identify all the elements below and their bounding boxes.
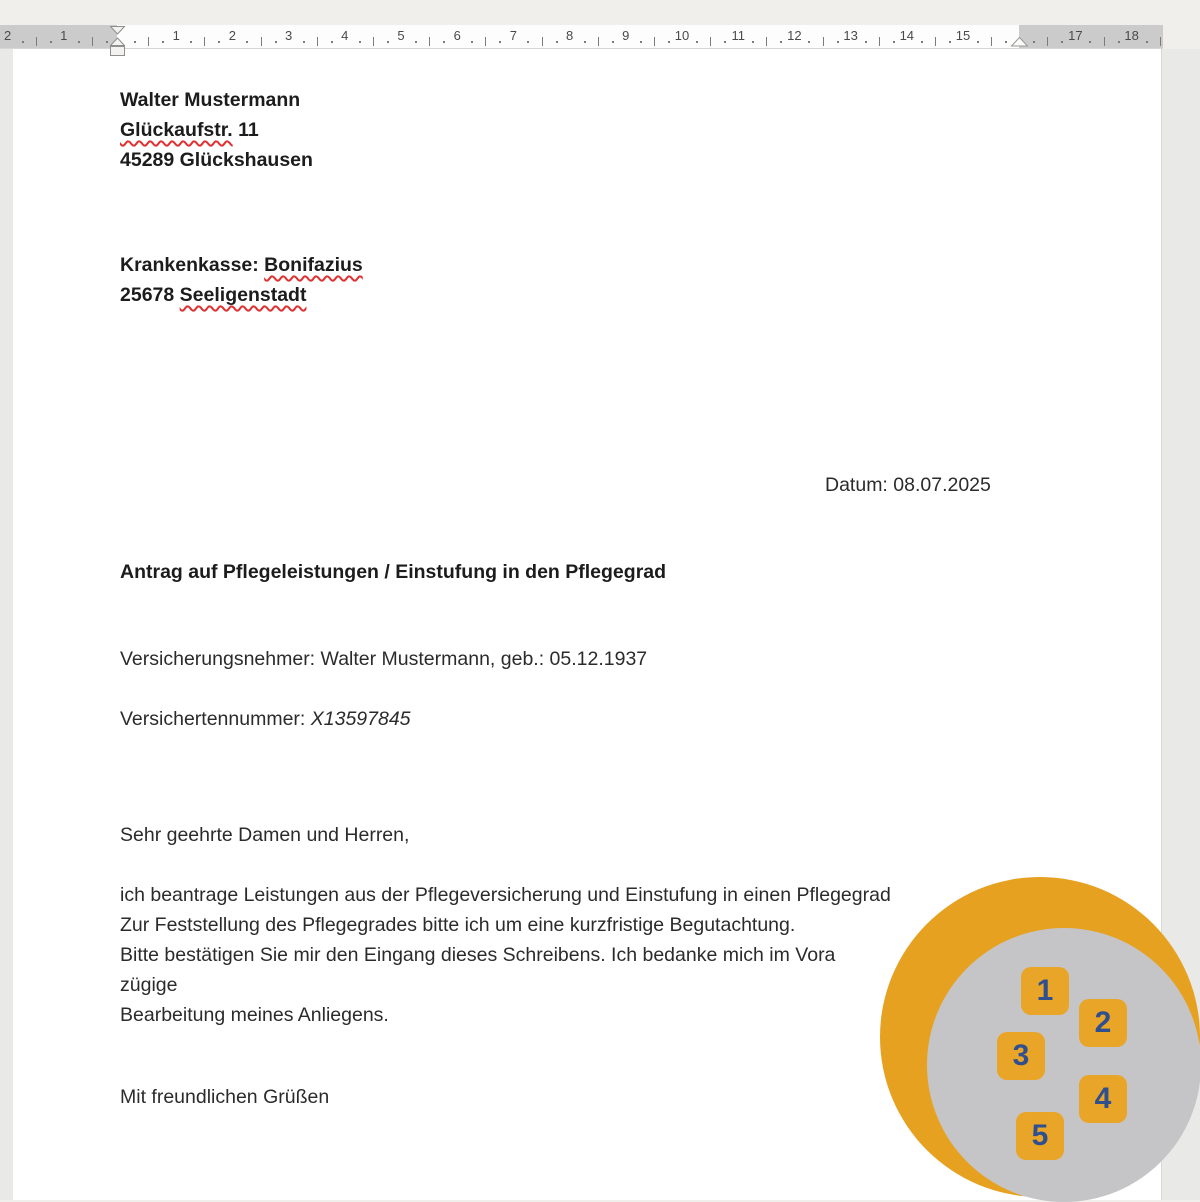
ruler-tick — [879, 37, 880, 46]
step-badge-5: 5 — [1016, 1112, 1064, 1160]
ruler-number: 3 — [284, 28, 293, 43]
ruler-number: 7 — [509, 28, 518, 43]
ruler-tick — [598, 37, 599, 46]
ruler-tick — [429, 37, 430, 46]
ruler-tick — [724, 41, 726, 43]
ruler-tick — [1104, 37, 1105, 46]
ruler-tick — [162, 41, 164, 43]
sender-address: Walter Mustermann Glückaufstr. 11 45289 Glückshausen — [120, 89, 313, 171]
ruler-tick — [373, 37, 374, 46]
ruler-tick — [921, 41, 923, 43]
ruler-tick — [865, 41, 867, 43]
ruler-tick — [1089, 41, 1091, 43]
ruler-tick — [106, 41, 108, 43]
ruler-tick — [246, 41, 248, 43]
ruler-tick — [640, 41, 642, 43]
ruler-tick — [92, 37, 93, 46]
ruler-number: 14 — [899, 28, 915, 43]
ruler-number: 11 — [731, 28, 745, 43]
ruler-number: 6 — [453, 28, 461, 43]
ruler-number: 4 — [341, 28, 349, 43]
ruler-number: 2 — [3, 28, 12, 43]
ruler-tick — [823, 37, 824, 46]
ruler-tick — [331, 41, 333, 43]
ruler-number: 2 — [228, 28, 237, 43]
ruler-tick — [710, 37, 711, 46]
ruler-number: 15 — [955, 28, 971, 43]
right-indent-marker[interactable] — [1011, 37, 1028, 47]
ruler-tick — [134, 41, 136, 43]
recipient-address: Krankenkasse: Bonifazius 25678 Seeligenstadt — [120, 254, 363, 306]
ruler-right-margin — [1019, 25, 1163, 48]
ruler-tick — [148, 37, 149, 46]
ruler-tick — [584, 41, 586, 43]
ruler-tick — [78, 41, 80, 43]
ruler-tick — [261, 37, 262, 46]
ruler-left-margin — [0, 25, 117, 48]
ruler-tick — [359, 41, 361, 43]
ruler-tick — [415, 41, 417, 43]
left-gutter — [0, 49, 13, 1200]
ruler-tick — [36, 37, 37, 46]
ruler-tick — [696, 41, 698, 43]
step-badge-4: 4 — [1079, 1075, 1127, 1123]
ruler-number: 5 — [397, 28, 405, 43]
ruler-tick — [387, 41, 389, 43]
ruler-tick — [977, 41, 979, 43]
ruler-tick — [499, 41, 501, 43]
ruler-number: 13 — [843, 28, 858, 43]
step-badge-2: 2 — [1079, 999, 1127, 1047]
ruler-tick — [1061, 41, 1063, 43]
horizontal-ruler[interactable] — [0, 25, 1163, 49]
ruler-tick — [275, 41, 277, 43]
ruler-tick — [317, 37, 318, 46]
insurance-number-line: Versichertennummer: X13597845 — [120, 708, 411, 730]
ruler-tick — [991, 37, 992, 46]
indent-marker-left[interactable] — [110, 26, 125, 57]
ruler-number: 12 — [787, 28, 802, 43]
ruler-tick — [471, 41, 473, 43]
ruler-tick — [542, 37, 543, 46]
insured-person-line: Versicherungsnehmer: Walter Mustermann, geb.: 05.12.1937 — [120, 648, 648, 670]
ruler-tick — [654, 37, 655, 46]
ruler-tick — [808, 41, 810, 43]
ruler-tick — [303, 41, 305, 43]
subject-line: Antrag auf Pflegeleistungen / Einstufung in den Pflegegrad — [120, 561, 667, 583]
salutation-line: Sehr geehrte Damen und Herren, — [120, 824, 410, 846]
ruler-tick — [1146, 41, 1148, 43]
ruler-tick — [1160, 37, 1161, 46]
ruler-tick — [752, 41, 754, 43]
closing-line: Mit freundlichen Grüßen — [120, 1086, 330, 1108]
ruler-tick — [22, 41, 24, 43]
ruler-tick — [1118, 41, 1120, 43]
ruler-tick — [893, 41, 895, 43]
ruler-tick — [204, 37, 205, 46]
ruler-tick — [527, 41, 529, 43]
ruler-tick — [443, 41, 445, 43]
ruler-tick — [1047, 37, 1048, 46]
date-line: Datum: 08.07.2025 — [825, 474, 991, 496]
ruler-tick — [837, 41, 839, 43]
ruler-tick — [218, 41, 220, 43]
ruler-number: 1 — [172, 28, 180, 43]
ruler-number: 10 — [674, 28, 690, 43]
ruler-number: 1 — [60, 28, 68, 43]
ruler-tick — [485, 37, 486, 46]
ruler-tick — [766, 37, 767, 46]
ruler-number: 9 — [622, 28, 630, 43]
ruler-tick — [612, 41, 614, 43]
ruler-tick — [190, 41, 192, 43]
ruler-tick — [50, 41, 52, 43]
ruler-tick — [1033, 41, 1035, 43]
ruler-tick — [1005, 41, 1007, 43]
ruler-tick — [780, 41, 782, 43]
ruler-number: 18 — [1124, 28, 1139, 43]
ruler-tick — [668, 41, 670, 43]
ruler-tick — [556, 41, 558, 43]
ruler-number: 17 — [1068, 28, 1083, 43]
body-paragraph: ich beantrage Leistungen aus der Pflegeversicherung und Einstufung in einen Pflegegrad Zur Feststellung des Pflegegrades bitte ich um eine kurzfristige Begutachtung. Bitte bestätigen Sie mir den Eingang dieses Schreibens. Ich bedanke mich im Vora zügige Bearbeitung meines Anliegens. — [120, 884, 891, 1026]
step-badge-1: 1 — [1021, 967, 1069, 1015]
ruler-tick — [949, 41, 951, 43]
ruler-number: 8 — [565, 28, 574, 43]
ruler-tick — [935, 37, 936, 46]
step-badge-3: 3 — [997, 1032, 1045, 1080]
